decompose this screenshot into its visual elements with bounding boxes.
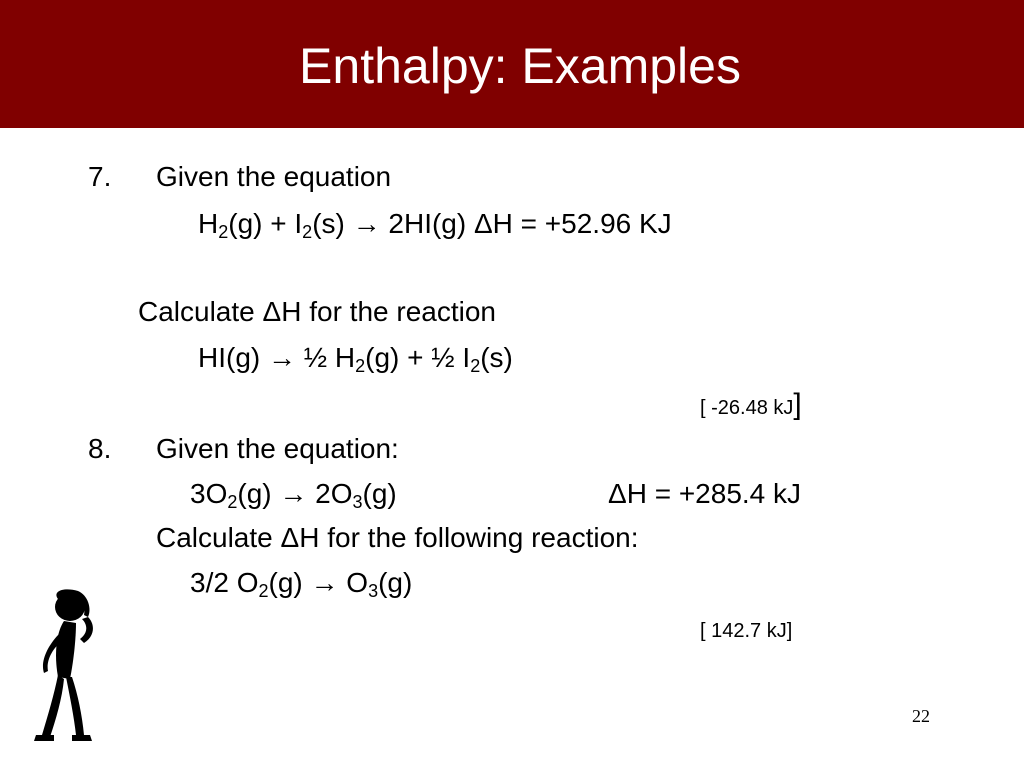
subscript: 3: [352, 492, 363, 512]
eq-part: HI(g) → ½ H: [198, 342, 356, 373]
eq-part: (g) → 2O: [237, 478, 353, 509]
subscript: 2: [218, 222, 229, 242]
q8-given-equation: [190, 477, 397, 511]
answer-bracket: ]: [793, 388, 802, 421]
q8-target-equation: [190, 566, 412, 600]
q7-calculate: Calculate ΔH for the reaction: [138, 296, 496, 327]
q8-calculate: Calculate ΔH for the following reaction:: [156, 522, 639, 553]
q8-prompt: Given the equation:: [156, 433, 399, 464]
eq-part: (g): [378, 567, 413, 598]
q8-delta-h: ΔH = +285.4 kJ: [608, 478, 802, 509]
eq-part: (s) → 2HI(g) ΔH = +52.96 KJ: [312, 208, 672, 239]
q8-number: 8.: [88, 433, 112, 464]
subscript: 2: [302, 222, 313, 242]
eq-part: (g) + ½ I: [365, 342, 471, 373]
q8-answer: [ 142.7 kJ]: [700, 620, 793, 642]
q7-number: 7.: [88, 161, 112, 192]
eq-part: 3/2 O: [190, 567, 259, 598]
subscript: 2: [258, 581, 269, 601]
subscript: 2: [355, 356, 366, 376]
eq-part: H: [198, 208, 219, 239]
subscript: 2: [227, 492, 238, 512]
subscript: 3: [368, 581, 379, 601]
slide-title: Enthalpy: Examples: [299, 38, 741, 94]
subscript: 2: [470, 356, 481, 376]
q7-answer: [700, 388, 802, 425]
eq-part: (g) → O: [268, 567, 369, 598]
answer-text: [ -26.48 kJ: [700, 397, 794, 419]
q7-target-equation: [198, 341, 513, 375]
q7-given-equation: [198, 207, 672, 241]
eq-part: (g): [362, 478, 397, 509]
eq-part: 3O: [190, 478, 228, 509]
eq-part: (s): [480, 342, 513, 373]
eq-part: (g) + I: [228, 208, 303, 239]
page-number: 22: [912, 706, 930, 726]
thinking-person-icon: [18, 585, 110, 745]
q7-prompt: Given the equation: [156, 161, 392, 192]
